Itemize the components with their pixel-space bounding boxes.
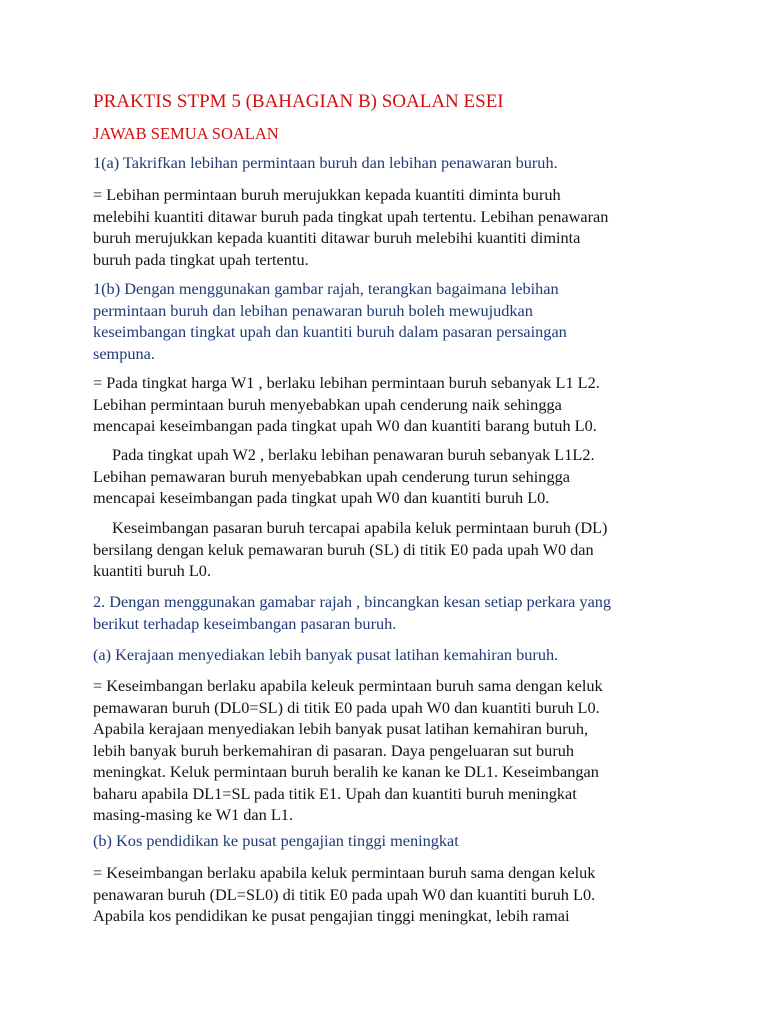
- question-2a: [93, 644, 683, 666]
- question-2: [93, 591, 683, 634]
- answer-line: = Keseimbangan berlaku apabila keluk permintaan buruh sama dengan keluk: [93, 863, 596, 882]
- answer-line: Keseimbangan pasaran buruh tercapai apabila keluk permintaan buruh (DL): [112, 518, 608, 537]
- answer-1a: [93, 184, 683, 270]
- answer-line: = Keseimbangan berlaku apabila keleuk permintaan buruh sama dengan keluk: [93, 676, 603, 695]
- answer-line: baharu apabila DL1=SL pada titik E1. Upah dan kuantiti buruh meningkat: [93, 783, 577, 803]
- answer-line: penawaran buruh (DL=SL0) di titik E0 pada upah W0 dan kuantiti buruh L0.: [93, 884, 596, 904]
- answer-1b-paragraph-2: [93, 444, 683, 509]
- answer-2a: [93, 675, 683, 826]
- answer-line: mencapai keseimbangan pada tingkat upah W0 dan kuantiti buruh L0.: [93, 488, 550, 507]
- answer-line: Lebihan pemawaran buruh menyebabkan upah cenderung turun sehingga: [93, 466, 570, 486]
- answer-line: Apabila kos pendidikan ke pusat pengajian tinggi meningkat, lebih ramai: [93, 906, 570, 925]
- question-line: sempuna.: [93, 343, 155, 363]
- answer-line: masing-masing ke W1 dan L1.: [93, 805, 294, 824]
- question-line: 2. Dengan menggunakan gamabar rajah , bincangkan kesan setiap perkara yang: [93, 592, 612, 611]
- answer-line: buruh merujukkan kepada kuantiti ditawar buruh melebihi kuantiti diminta: [93, 228, 581, 247]
- question-2b: [93, 830, 683, 852]
- question-line: 1(a) Takrifkan lebihan permintaan buruh dan lebihan penawaran buruh.: [93, 153, 558, 172]
- instruction-heading: JAWAB SEMUA SOALAN: [93, 124, 279, 143]
- question-1a: [93, 152, 683, 174]
- answer-line: Lebihan permintaan buruh menyebabkan upah cenderung naik sehingga: [93, 394, 562, 414]
- question-line: keseimbangan tingkat upah dan kuantiti buruh dalam pasaran persaingan: [93, 322, 567, 341]
- answer-line: meningkat. Keluk permintaan buruh beralih ke kanan ke DL1. Keseimbangan: [93, 762, 599, 781]
- answer-line: buruh pada tingkat upah tertentu.: [93, 249, 309, 269]
- answer-line: = Pada tingkat harga W1 , berlaku lebihan permintaan buruh sebanyak L1 L2.: [93, 373, 600, 392]
- answer-line: lebih banyak buruh berkemahiran di pasaran. Daya pengeluaran sut buruh: [93, 740, 575, 760]
- question-line: (a) Kerajaan menyediakan lebih banyak pusat latihan kemahiran buruh.: [93, 645, 559, 664]
- answer-2b: [93, 862, 683, 927]
- answer-1b-paragraph-3: [93, 517, 683, 582]
- answer-1b-paragraph-1: [93, 372, 683, 437]
- answer-line: kuantiti buruh L0.: [93, 561, 212, 580]
- question-1b: [93, 278, 683, 364]
- document-title: PRAKTIS STPM 5 (BAHAGIAN B) SOALAN ESEI: [93, 91, 504, 112]
- answer-line: melebihi kuantiti ditawar buruh pada tingkat upah tertentu. Lebihan penawaran: [93, 206, 609, 226]
- answer-line: Apabila kerajaan menyediakan lebih banyak pusat latihan kemahiran buruh,: [93, 719, 589, 738]
- answer-line: = Lebihan permintaan buruh merujukkan kepada kuantiti diminta buruh: [93, 185, 561, 204]
- answer-line: Pada tingkat upah W2 , berlaku lebihan penawaran buruh sebanyak L1L2.: [112, 445, 595, 464]
- answer-line: bersilang dengan keluk pemawaran buruh (SL) di titik E0 pada upah W0 dan: [93, 539, 594, 559]
- question-line: berikut terhadap keseimbangan pasaran buruh.: [93, 613, 397, 633]
- answer-line: mencapai keseimbangan pada tingkat upah W0 dan kuantiti barang butuh L0.: [93, 416, 597, 435]
- question-line: (b) Kos pendidikan ke pusat pengajian tinggi meningkat: [93, 831, 459, 850]
- answer-line: pemawaran buruh (DL0=SL) di titik E0 pada upah W0 dan kuantiti buruh L0.: [93, 697, 600, 717]
- question-line: 1(b) Dengan menggunakan gambar rajah, terangkan bagaimana lebihan: [93, 279, 559, 298]
- question-line: permintaan buruh dan lebihan penawaran buruh boleh mewujudkan: [93, 300, 533, 320]
